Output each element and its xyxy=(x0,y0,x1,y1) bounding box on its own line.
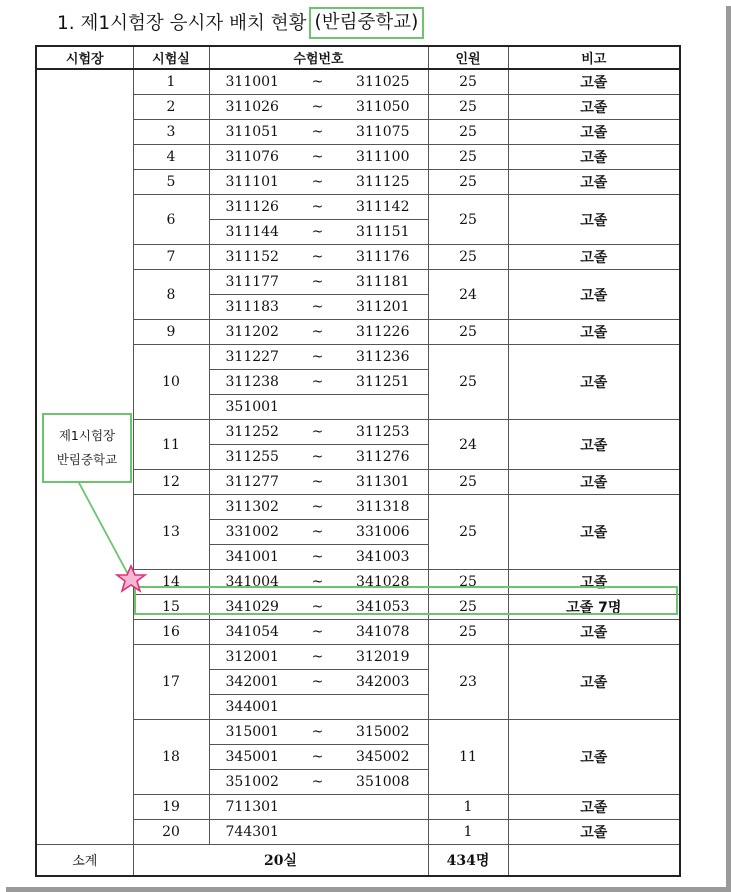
table-row xyxy=(36,470,680,495)
exam-number-range-cell xyxy=(209,820,428,845)
exam-number-range-cell xyxy=(209,770,428,795)
range-end: 311201 xyxy=(356,299,410,315)
count-cell: 24 xyxy=(428,420,508,470)
range-start: 311202 xyxy=(225,324,279,340)
range-separator: ~ xyxy=(311,174,324,190)
exam-number-range-cell xyxy=(209,95,428,120)
range-separator xyxy=(334,824,354,840)
room-number-cell: 1 xyxy=(133,69,209,95)
range-separator: ~ xyxy=(311,549,324,565)
range-end: 311318 xyxy=(356,499,410,515)
count-cell: 23 xyxy=(428,645,508,720)
note-cell: 고졸 xyxy=(508,470,680,495)
range-end: 311301 xyxy=(356,474,410,490)
exam-number-range-cell xyxy=(209,270,428,295)
range-start: 311076 xyxy=(225,149,279,165)
page-shadow-right xyxy=(726,6,731,892)
range-end: 341053 xyxy=(356,599,410,615)
room-number-cell: 7 xyxy=(133,245,209,270)
table-row xyxy=(36,570,680,595)
range-separator: ~ xyxy=(311,524,324,540)
range-end: 311125 xyxy=(356,174,410,190)
note-cell: 고졸 xyxy=(508,820,680,845)
range-start: 341054 xyxy=(225,624,279,640)
range-start: 315001 xyxy=(225,724,279,740)
range-start: 311252 xyxy=(225,424,279,440)
exam-number-range-cell xyxy=(209,170,428,195)
range-end: 311151 xyxy=(356,224,410,240)
range-separator: ~ xyxy=(311,449,324,465)
range-start: 311277 xyxy=(225,474,279,490)
range-end: 311176 xyxy=(356,249,410,265)
range-separator: ~ xyxy=(311,224,324,240)
range-separator: ~ xyxy=(311,424,324,440)
range-separator: ~ xyxy=(311,249,324,265)
header-room: 시험실 xyxy=(133,46,209,69)
room-number-cell: 5 xyxy=(133,170,209,195)
room-number-cell: 10 xyxy=(133,345,209,420)
room-number-cell: 19 xyxy=(133,795,209,820)
count-cell: 25 xyxy=(428,69,508,95)
range-separator: ~ xyxy=(311,124,324,140)
note-cell: 고졸 xyxy=(508,145,680,170)
range-separator: ~ xyxy=(311,74,324,90)
count-cell: 11 xyxy=(428,720,508,795)
header-note: 비고 xyxy=(508,46,680,69)
count-cell: 25 xyxy=(428,170,508,195)
range-end: 311236 xyxy=(356,349,410,365)
table-row xyxy=(36,195,680,220)
range-start: 331002 xyxy=(225,524,279,540)
range-start: 341001 xyxy=(225,549,279,565)
room-number-cell: 2 xyxy=(133,95,209,120)
exam-number-range-cell xyxy=(209,195,428,220)
range-end: 311075 xyxy=(356,124,410,140)
range-start: 341029 xyxy=(225,599,279,615)
count-cell: 25 xyxy=(428,345,508,420)
range-end: 311226 xyxy=(356,324,410,340)
range-separator xyxy=(334,399,354,415)
range-start: 351002 xyxy=(225,774,279,790)
range-separator xyxy=(334,799,354,815)
range-end: 351008 xyxy=(356,774,410,790)
range-start: 711301 xyxy=(225,799,279,815)
range-start: 312001 xyxy=(225,649,279,665)
note-cell: 고졸 xyxy=(508,320,680,345)
table-header-row xyxy=(36,46,680,69)
range-separator: ~ xyxy=(311,349,324,365)
range-start: 342001 xyxy=(225,674,279,690)
note-cell: 고졸 xyxy=(508,95,680,120)
range-separator: ~ xyxy=(311,99,324,115)
table-row xyxy=(36,320,680,345)
range-separator: ~ xyxy=(311,499,324,515)
range-end: 311276 xyxy=(356,449,410,465)
range-end: 311025 xyxy=(356,74,410,90)
count-cell: 25 xyxy=(428,570,508,595)
subtotal-count: 434명 xyxy=(428,845,508,876)
count-cell: 25 xyxy=(428,620,508,645)
note-cell: 고졸 xyxy=(508,795,680,820)
range-separator: ~ xyxy=(311,299,324,315)
table-row xyxy=(36,120,680,145)
range-separator: ~ xyxy=(311,649,324,665)
table-body xyxy=(36,69,680,876)
range-start: 311238 xyxy=(225,374,279,390)
room-number-cell: 14 xyxy=(133,570,209,595)
range-start: 311051 xyxy=(225,124,279,140)
note-cell: 고졸 xyxy=(508,69,680,95)
range-end: 331006 xyxy=(356,524,410,540)
range-separator: ~ xyxy=(311,374,324,390)
note-cell: 고졸 xyxy=(508,245,680,270)
table-row xyxy=(36,345,680,370)
count-cell: 25 xyxy=(428,145,508,170)
range-separator: ~ xyxy=(311,674,324,690)
range-separator: ~ xyxy=(311,574,324,590)
range-start: 311255 xyxy=(225,449,279,465)
range-end: 341003 xyxy=(356,549,410,565)
note-cell: 고졸 xyxy=(508,120,680,145)
table-row xyxy=(36,620,680,645)
range-start: 311227 xyxy=(225,349,279,365)
exam-number-range-cell xyxy=(209,370,428,395)
subtotal-row xyxy=(36,845,680,876)
range-separator: ~ xyxy=(311,199,324,215)
subtotal-note-empty xyxy=(508,845,680,876)
callout-line-1: 제1시험장 xyxy=(58,428,116,443)
table-row xyxy=(36,270,680,295)
count-cell: 1 xyxy=(428,795,508,820)
exam-number-range-cell xyxy=(209,495,428,520)
exam-number-range-cell xyxy=(209,295,428,320)
range-separator: ~ xyxy=(311,724,324,740)
room-number-cell: 13 xyxy=(133,495,209,570)
note-cell: 고졸 xyxy=(508,645,680,720)
range-end: 345002 xyxy=(356,749,410,765)
room-number-cell: 12 xyxy=(133,470,209,495)
room-number-cell: 4 xyxy=(133,145,209,170)
range-end: 341028 xyxy=(356,574,410,590)
count-cell: 25 xyxy=(428,470,508,495)
room-number-cell: 9 xyxy=(133,320,209,345)
range-start: 311144 xyxy=(225,224,279,240)
range-start: 311026 xyxy=(225,99,279,115)
table-row xyxy=(36,95,680,120)
range-separator xyxy=(334,699,354,715)
document-title xyxy=(57,8,424,34)
range-start: 311152 xyxy=(225,249,279,265)
table-row xyxy=(36,145,680,170)
table-row xyxy=(36,820,680,845)
callout-box xyxy=(42,413,132,483)
exam-number-range-cell xyxy=(209,795,428,820)
note-cell: 고졸 7명 xyxy=(508,595,680,620)
table-row xyxy=(36,720,680,745)
range-separator: ~ xyxy=(311,599,324,615)
exam-number-range-cell xyxy=(209,220,428,245)
table-row xyxy=(36,420,680,445)
note-cell: 고졸 xyxy=(508,420,680,470)
subtotal-label: 소계 xyxy=(36,845,133,876)
exam-number-range-cell xyxy=(209,745,428,770)
range-end: 311181 xyxy=(356,274,410,290)
exam-number-range-cell xyxy=(209,345,428,370)
note-cell: 고졸 xyxy=(508,620,680,645)
table-row xyxy=(36,245,680,270)
range-start: 341004 xyxy=(225,574,279,590)
range-start: 344001 xyxy=(225,699,279,715)
exam-number-range-cell xyxy=(209,570,428,595)
exam-number-range-cell xyxy=(209,695,428,720)
range-end: 311100 xyxy=(356,149,410,165)
range-separator: ~ xyxy=(311,474,324,490)
range-start: 311183 xyxy=(225,299,279,315)
exam-number-range-cell xyxy=(209,645,428,670)
range-separator: ~ xyxy=(311,149,324,165)
count-cell: 25 xyxy=(428,595,508,620)
count-cell: 25 xyxy=(428,120,508,145)
exam-number-range-cell xyxy=(209,720,428,745)
range-separator: ~ xyxy=(311,774,324,790)
range-start: 345001 xyxy=(225,749,279,765)
room-number-cell: 16 xyxy=(133,620,209,645)
exam-number-range-cell xyxy=(209,145,428,170)
range-start: 744301 xyxy=(225,824,279,840)
header-count: 인원 xyxy=(428,46,508,69)
note-cell: 고졸 xyxy=(508,345,680,420)
range-end: 342003 xyxy=(356,674,410,690)
exam-number-range-cell xyxy=(209,120,428,145)
note-cell: 고졸 xyxy=(508,495,680,570)
exam-number-range-cell xyxy=(209,670,428,695)
table-row xyxy=(36,170,680,195)
header-exam-number: 수험번호 xyxy=(209,46,428,69)
exam-number-range-cell xyxy=(209,520,428,545)
range-separator: ~ xyxy=(311,624,324,640)
note-cell: 고졸 xyxy=(508,170,680,195)
range-start: 311126 xyxy=(225,199,279,215)
exam-number-range-cell xyxy=(209,595,428,620)
count-cell: 25 xyxy=(428,320,508,345)
count-cell: 25 xyxy=(428,495,508,570)
note-cell: 고졸 xyxy=(508,570,680,595)
exam-number-range-cell xyxy=(209,320,428,345)
room-number-cell: 17 xyxy=(133,645,209,720)
range-end: 311251 xyxy=(356,374,410,390)
range-end: 311253 xyxy=(356,424,410,440)
room-number-cell: 11 xyxy=(133,420,209,470)
range-end: 341078 xyxy=(356,624,410,640)
range-start: 311302 xyxy=(225,499,279,515)
subtotal-rooms: 20실 xyxy=(133,845,428,876)
exam-number-range-cell xyxy=(209,545,428,570)
callout-line-2: 반림중학교 xyxy=(56,452,118,467)
range-separator: ~ xyxy=(311,324,324,340)
range-end: 312019 xyxy=(356,649,410,665)
title-text: 1. 제1시험장 응시자 배치 현황 xyxy=(57,13,307,34)
table-row xyxy=(36,69,680,95)
range-start: 351001 xyxy=(225,399,279,415)
title-highlight-box: (반림중학교) xyxy=(309,7,425,39)
count-cell: 25 xyxy=(428,195,508,245)
range-separator: ~ xyxy=(311,749,324,765)
count-cell: 25 xyxy=(428,95,508,120)
exam-number-range-cell xyxy=(209,395,428,420)
exam-number-range-cell xyxy=(209,69,428,95)
range-separator: ~ xyxy=(311,274,324,290)
note-cell: 고졸 xyxy=(508,270,680,320)
range-end: 311050 xyxy=(356,99,410,115)
exam-number-range-cell xyxy=(209,620,428,645)
count-cell: 25 xyxy=(428,245,508,270)
room-number-cell: 6 xyxy=(133,195,209,245)
exam-number-range-cell xyxy=(209,445,428,470)
page-shadow-bottom xyxy=(6,887,731,892)
range-start: 311177 xyxy=(225,274,279,290)
table-row xyxy=(36,645,680,670)
count-cell: 24 xyxy=(428,270,508,320)
exam-number-range-cell xyxy=(209,470,428,495)
room-number-cell: 15 xyxy=(133,595,209,620)
table-row xyxy=(36,495,680,520)
range-end: 315002 xyxy=(356,724,410,740)
range-start: 311101 xyxy=(225,174,279,190)
exam-number-range-cell xyxy=(209,420,428,445)
room-number-cell: 8 xyxy=(133,270,209,320)
room-number-cell: 3 xyxy=(133,120,209,145)
range-end: 311142 xyxy=(356,199,410,215)
exam-number-range-cell xyxy=(209,245,428,270)
header-site: 시험장 xyxy=(36,46,133,69)
range-start: 311001 xyxy=(225,74,279,90)
room-number-cell: 18 xyxy=(133,720,209,795)
table-row xyxy=(36,795,680,820)
room-number-cell: 20 xyxy=(133,820,209,845)
count-cell: 1 xyxy=(428,820,508,845)
note-cell: 고졸 xyxy=(508,195,680,245)
table-row xyxy=(36,595,680,620)
note-cell: 고졸 xyxy=(508,720,680,795)
